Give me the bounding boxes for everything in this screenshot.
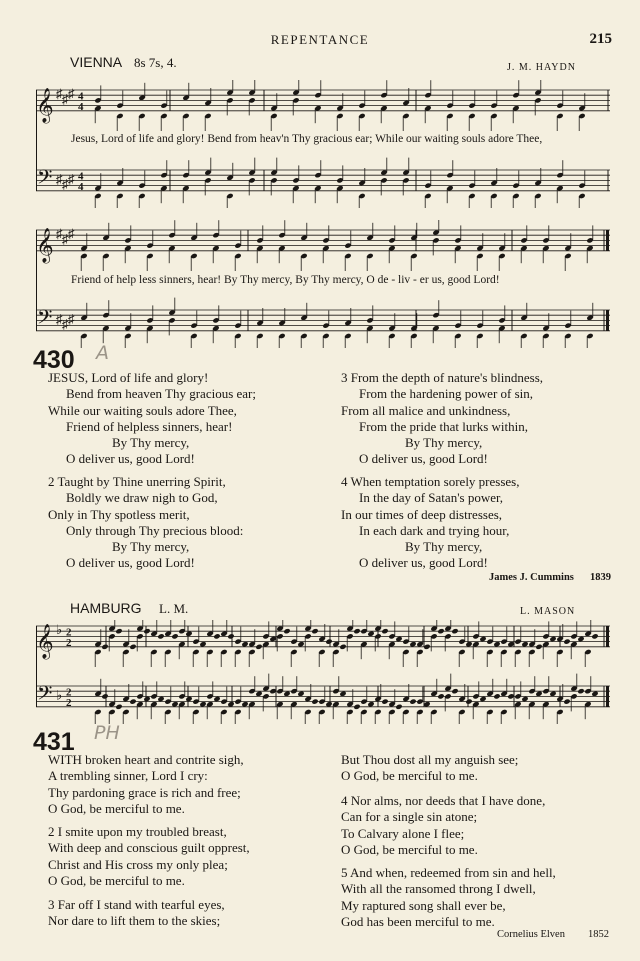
verse-line: 2 I smite upon my troubled breast, [48,824,227,839]
verse-line: 3 From the depth of nature's blindness, [341,370,544,385]
verse-line: In the day of Satan's power, [359,490,504,506]
final-bar-line [606,626,609,647]
note-head [493,693,500,699]
note-head [115,628,122,634]
key-signature-accidental: ♯ [62,176,69,192]
meter-431: L. M. [159,601,189,616]
note-head [227,633,234,639]
key-signature-accidental: ♯ [62,91,69,107]
note-head [101,693,108,699]
verse-431-5 [341,865,556,930]
note-head [563,698,570,704]
verse-line: O deliver us, good Lord! [359,555,488,571]
verse-line: God has been merciful to me. [341,913,495,929]
time-signature: 2 [66,626,72,639]
key-signature-accidental: ♯ [62,316,69,332]
note-head [381,628,388,634]
key-signature-accidental: ♯ [56,226,63,242]
verse-line: Bend from heaven Thy gracious ear; [66,386,256,402]
verse-line: 5 And when, redeemed from sin and hell, [341,865,556,880]
final-bar-line [606,230,609,251]
treble-clef: 𝄞 [36,623,54,659]
lyric-line-430-2: Friend of help less sinners, hear! By Thy mercy, By Thy mercy, O de - liv - er us, good Lord! [71,274,500,286]
note-head [325,638,332,644]
key-signature-accidental: ♯ [56,86,63,102]
verse-line: O God, be merciful to me. [341,841,478,857]
note-head [311,628,318,634]
verse-430-3 [341,370,543,468]
author-431: Cornelius Elven [497,929,565,940]
verse-line: O deliver us, good Lord! [66,555,195,571]
verse-431-4 [341,793,545,858]
note-head [563,638,570,644]
time-signature: 2 [66,686,72,699]
bass-clef: 𝄢 [37,165,53,194]
final-bar-line [606,310,609,331]
page-header: REPENTANCE [270,32,370,47]
note-head [409,698,416,704]
verse-line: O deliver us, good Lord! [66,451,195,467]
time-signature: 4 [78,170,84,183]
verse-line: Nor dare to lift them to the skies; [48,913,221,929]
time-signature: 4 [78,100,84,113]
verse-line: In each dark and trying hour, [359,522,510,538]
note-head [101,644,108,650]
note-head [213,633,220,639]
note-head [283,628,290,634]
time-signature: 2 [66,636,72,649]
year-430: 1839 [590,572,611,583]
verse-line: Boldly we draw nigh to God, [66,490,218,506]
lyric-line-430-1: Jesus, Lord of life and glory! Bend from heav'n Thy gracious ear; While our waiting souls adore Thee, [71,133,543,145]
note-head [577,688,584,694]
note-head [157,633,164,639]
note-head [591,633,598,639]
note-head [353,628,360,634]
verse-line: O God, be merciful to me. [48,800,185,816]
note-head [255,644,262,650]
verse-line: Thy pardoning grace is rich and free; [48,784,241,800]
note-head [129,698,136,704]
bass-clef: 𝄢 [37,305,53,334]
treble-clef: 𝄞 [36,227,54,263]
meter-430: 8s 7s, 4. [134,55,177,70]
verse-line: Friend of helpless sinners, hear! [66,418,233,434]
tune-name-hamburg: HAMBURG [70,600,142,616]
verse-line: With deep and conscious guilt opprest, [48,840,250,856]
note-head [451,628,458,634]
composer-430: J. M. HAYDN [507,62,576,73]
verse-line: O God, be merciful to me. [341,768,478,784]
note-head [437,693,444,699]
page-number: 215 [589,31,612,47]
key-signature-accidental: ♯ [56,171,63,187]
verse-line: A trembling sinner, Lord I cry: [48,768,208,784]
note-head [465,698,472,704]
key-signature-accidental: ♯ [68,226,75,242]
verse-line: By Thy mercy, [112,539,190,555]
note-head [129,644,136,650]
tune-name-vienna: VIENNA [70,54,123,70]
hymn-number-431: 431 [33,728,75,756]
key-signature-accidental: ♯ [68,311,75,327]
author-430: James J. Cummins [489,572,574,583]
key-signature-accidental: ♯ [68,171,75,187]
verse-line: With all the ransomed throng I dwell, [341,881,536,897]
verse-431-2 [48,824,250,889]
verse-430-2 [48,474,243,572]
verse-line: 3 Far off I stand with tearful eyes, [48,897,225,912]
verse-431-3 [48,897,225,930]
time-signature: 4 [78,180,84,193]
note-head [535,644,542,650]
time-signature: 4 [78,90,84,103]
note-head [115,704,122,710]
key-signature-accidental: ♯ [68,86,75,102]
verse-line: O God, be merciful to me. [48,872,185,888]
key-signature-accidental: ♭ [56,687,63,703]
note-head [395,704,402,710]
note-head [171,633,178,639]
verse-line: While our waiting souls adore Thee, [48,402,237,418]
verse-line: But Thou dost all my anguish see; [341,752,519,767]
verse-line: By Thy mercy, [112,435,190,451]
key-signature-accidental: ♭ [56,622,63,638]
verse-431-1 [48,752,244,817]
verse-line: By Thy mercy, [405,435,483,451]
key-signature-accidental: ♯ [62,231,69,247]
verse-line: Only through Thy precious blood: [66,522,244,538]
verse-line: To Calvary alone I flee; [341,825,465,841]
bass-clef: 𝄢 [37,681,53,710]
verse-line: WITH broken heart and contrite sigh, [48,752,244,767]
verse-line: 2 Taught by Thine unerring Spirit, [48,474,226,489]
note-head [143,628,150,634]
final-bar-line [606,686,609,707]
verse-line: JESUS, Lord of life and glory! [48,370,209,385]
verse-line: 4 When temptation sorely presses, [341,474,520,489]
note-head [339,644,346,650]
note-head [381,698,388,704]
verse-430-4 [341,474,519,572]
note-head [437,628,444,634]
composer-431: L. MASON [520,606,576,617]
verse-430-1 [48,370,256,468]
note-head [311,698,318,704]
verse-line: By Thy mercy, [405,539,483,555]
music-staff-431 [36,620,610,724]
verse-line: Can for a single sin atone; [341,809,478,825]
time-signature: 2 [66,696,72,709]
pencil-mark-431: PH [94,722,120,744]
note-head [353,704,360,710]
verse-line: From the pride that lurks within, [359,418,528,434]
verse-line: Only in Thy spotless merit, [48,506,190,522]
key-signature-accidental: ♯ [56,311,63,327]
verse-line: O deliver us, good Lord! [359,451,488,467]
verse-431-3-continued [341,752,518,785]
pencil-mark-430: A [96,342,109,364]
verse-line: From the hardening power of sin, [359,386,534,402]
verse-line: Christ and His cross my only plea; [48,856,228,872]
verse-line: 4 Nor alms, nor deeds that I have done, [341,793,546,808]
year-431: 1852 [588,929,609,940]
verse-line: My raptured song shall ever be, [341,897,506,913]
verse-line: From all malice and unkindness, [341,402,511,418]
verse-line: In our times of deep distresses, [341,506,503,522]
treble-clef: 𝄞 [36,87,54,123]
note-head [451,688,458,694]
hymn-number-430: 430 [33,346,75,374]
